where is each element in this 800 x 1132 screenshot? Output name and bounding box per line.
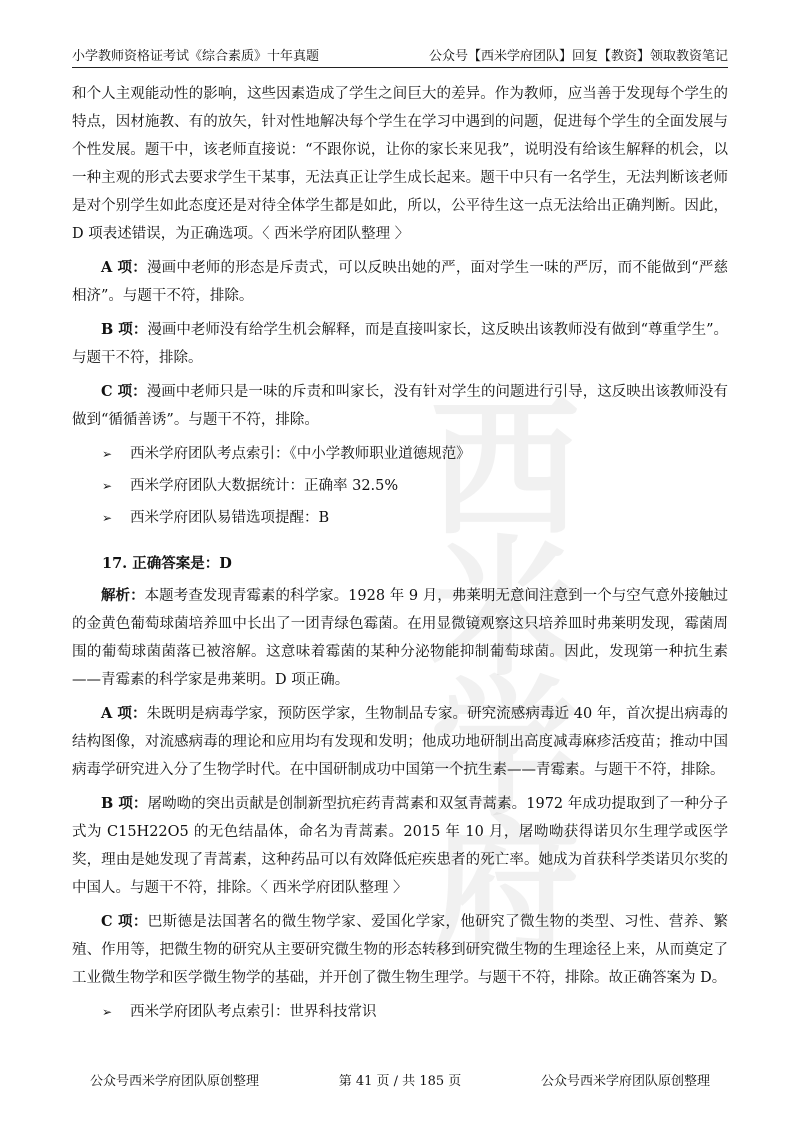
q16-bullet-mistake (102, 504, 728, 532)
header-right-text: 公众号【西米学府团队】回复【教资】领取教资笔记 (428, 49, 728, 64)
arrow-bullet-icon: ➢ (102, 447, 113, 461)
arrow-bullet-icon: ➢ (102, 1005, 113, 1019)
footer-right-text: 公众号西米学府团队原创整理 (540, 1074, 710, 1089)
q17-bullet-index (102, 998, 728, 1026)
arrow-bullet-icon: ➢ (102, 479, 113, 493)
q16-bullet-index (102, 440, 728, 468)
header-left-text: 小学教师资格证考试《综合素质》十年真题 (72, 49, 320, 64)
bullet-text: 西米学府团队考点索引：世界科技常识 (130, 1004, 377, 1020)
q16-option-c (72, 378, 728, 434)
bullet-text: 西米学府团队考点索引：《中小学教师职业道德规范》 (130, 446, 471, 462)
option-text: 屠呦呦的突出贡献是创制新型抗疟药青蒿素和双氢青蒿素。1972 年成功提取到了一种分子式为 C15H22O5 的无色结晶体，命名为青蒿素。2015 年 10 月，屠呦呦获得诺贝尔生理学或医学奖，理由是她发现了青蒿素，这种药品可以有效降低疟疾患者的死亡率。她成为首获科学类诺贝尔奖的中国人。与题干不符，排除。〈 西米学府团队整理 〉 (72, 796, 728, 896)
analysis-text: 本题考查发现青霉素的科学家。1928 年 9 月，弗莱明无意间注意到一个与空气意外接触过的金黄色葡萄球菌培养皿中长出了一团青绿色霉菌。在用显微镜观察这只培养皿时弗莱明发现，霉菌周围的葡萄球菌菌落已被溶解。这意味着霉菌的某种分泌物能抑制葡萄球菌。因此，发现第一种抗生素——青霉素的科学家是弗莱明。D 项正确。 (72, 588, 729, 688)
page-number: 第 41 页 / 共 185 页 (338, 1074, 462, 1089)
option-label: A 项： (101, 259, 147, 276)
q17-analysis (72, 582, 728, 694)
option-label: B 项： (101, 321, 148, 338)
bullet-text: 西米学府团队易错选项提醒：B (130, 510, 330, 526)
q17-option-c (72, 908, 728, 992)
q17-option-a (72, 700, 728, 784)
page-content (72, 80, 728, 1030)
option-text: 朱既明是病毒学家，预防医学家，生物制品专家。研究流感病毒近 40 年，首次提出病毒的结构图像，对流感病毒的理论和应用均有发现和发明；他成功地研制出高度减毒麻疹活疫苗；推动中国病毒学研究进入分了生物学时代。在中国研制成功中国第一个抗生素——青霉素。与题干不符，排除。 (72, 706, 728, 778)
arrow-bullet-icon: ➢ (102, 511, 113, 525)
q17-title: 17. 正确答案是：D (102, 555, 232, 572)
q16-bullet-stats (102, 472, 728, 500)
q16-option-a (72, 254, 728, 310)
bullet-text: 西米学府团队大数据统计：正确率 32.5% (130, 478, 399, 494)
analysis-label: 解析： (101, 587, 145, 604)
option-label: C 项： (101, 383, 147, 400)
footer-left-text: 公众号西米学府团队原创整理 (90, 1074, 260, 1089)
page-header (72, 40, 728, 68)
option-text: 漫画中老师没有给学生机会解释，而是直接叫家长，这反映出该教师没有做到“尊重学生”。与题干不符，排除。 (72, 322, 729, 366)
option-label: A 项： (101, 705, 147, 722)
q17-option-b (72, 790, 728, 902)
option-label: B 项： (101, 795, 148, 812)
page-footer (90, 1070, 710, 1089)
q16-analysis-continued: 和个人主观能动性的影响，这些因素造成了学生之间巨大的差异。作为教师，应当善于发现每个学生的特点，因材施教、有的放矢，针对性地解决每个学生在学习中遇到的问题，促进每个学生的全面发展与个性发展。题干中，该老师直接说：“不跟你说，让你的家长来见我”，说明没有给该生解释的机会，以一种主观的形式去要求学生干某事，无法真正让学生成长起来。题干中只有一名学生，无法判断该老师是对个别学生如此态度还是对待全体学生都是如此，所以，公平待生这一点无法给出正确判断。因此，D 项表述错误，为正确选项。〈 西米学府团队整理 〉 (72, 86, 728, 242)
q16-option-b (72, 316, 728, 372)
option-label: C 项： (101, 913, 148, 930)
option-text: 漫画中老师只是一味的斥责和叫家长，没有针对学生的问题进行引导，这反映出该教师没有做到“循循善诱”。与题干不符，排除。 (72, 384, 729, 428)
option-text: 巴斯德是法国著名的微生物学家、爱国化学家，他研究了微生物的类型、习性、营养、繁殖、作用等，把微生物的研究从主要研究微生物的形态转移到研究微生物的生理途径上来，从而奠定了工业微生物学和医学微生物学的基础，并开创了微生物生理学。与题干不符，排除。故正确答案为 D。 (72, 914, 729, 986)
option-text: 漫画中老师的形态是斥责式，可以反映出她的严，面对学生一味的严厉，而不能做到“严慈相济”。与题干不符，排除。 (72, 260, 728, 304)
watermark: 西米学府 (429, 383, 580, 977)
